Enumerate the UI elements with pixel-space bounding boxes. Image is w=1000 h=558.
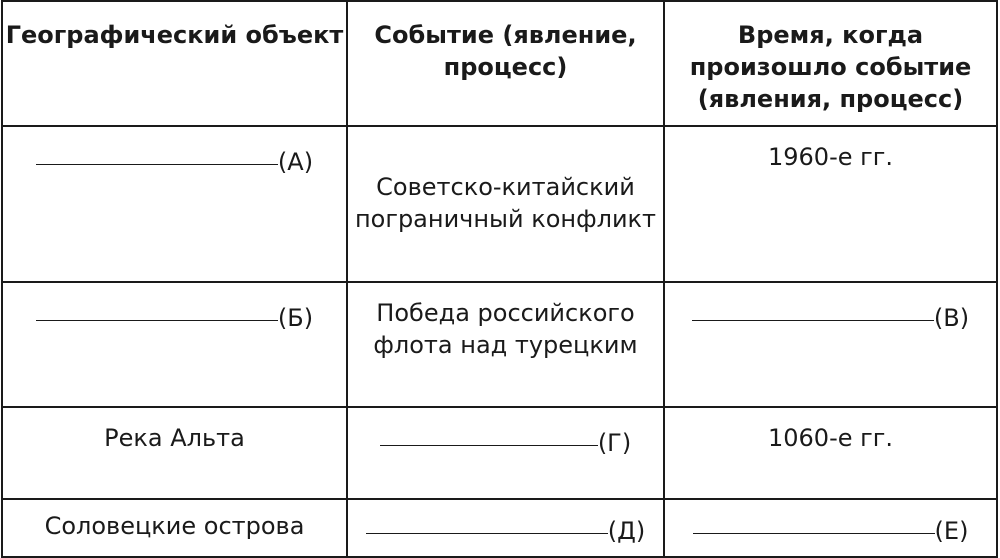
cell-event	[347, 282, 664, 407]
time-text: 1960-е гг.	[768, 143, 893, 171]
cell-event	[347, 126, 664, 282]
cell-object	[2, 126, 347, 282]
cell-time	[664, 282, 997, 407]
time-text: 1060-е гг.	[768, 424, 893, 452]
header-geo-object: Географический объект	[2, 1, 347, 126]
cell-time	[664, 126, 997, 282]
table-row	[2, 407, 997, 499]
header-time: Время, когда произошло событие (явления, процесс)	[664, 1, 997, 126]
blank-line	[36, 163, 278, 165]
header-row	[2, 1, 997, 126]
event-text: Победа российского флота над турецким	[373, 299, 638, 359]
answer-blank[interactable]	[36, 146, 313, 178]
cell-event	[347, 499, 664, 557]
table-row	[2, 499, 997, 557]
blank-line	[693, 532, 935, 534]
object-text: Река Альта	[104, 424, 245, 452]
object-text: Соловецкие острова	[44, 512, 305, 540]
answer-blank[interactable]	[693, 515, 969, 547]
blank-line	[366, 532, 608, 534]
blank-label: (Г)	[597, 429, 632, 457]
cell-time	[664, 499, 997, 557]
blank-label: (Е)	[934, 517, 969, 545]
answer-blank[interactable]	[36, 302, 313, 334]
cell-object	[2, 499, 347, 557]
cell-object	[2, 407, 347, 499]
answer-blank[interactable]	[380, 427, 631, 459]
blank-line	[380, 444, 598, 446]
cell-event	[347, 407, 664, 499]
event-text: Советско-китайский пограничный конфликт	[354, 173, 657, 233]
blank-line	[36, 319, 278, 321]
answer-blank[interactable]	[692, 302, 969, 334]
table-row	[2, 282, 997, 407]
header-event: Событие (явление, процесс)	[347, 1, 664, 126]
cell-time	[664, 407, 997, 499]
blank-label: (Д)	[607, 517, 646, 545]
table-row	[2, 126, 997, 282]
blank-label: (В)	[933, 304, 970, 332]
answer-blank[interactable]	[366, 515, 645, 547]
blank-label: (А)	[277, 148, 314, 176]
blank-line	[692, 319, 934, 321]
cell-object	[2, 282, 347, 407]
task-table	[1, 0, 998, 558]
blank-label: (Б)	[277, 304, 314, 332]
